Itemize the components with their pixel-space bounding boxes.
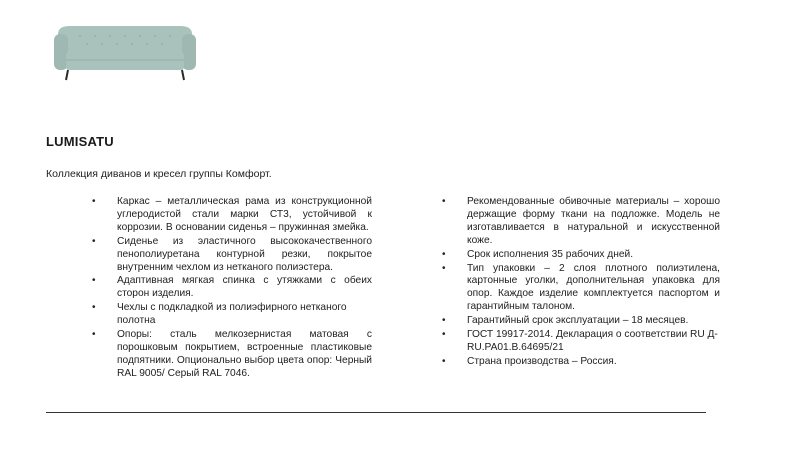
divider-line [46, 412, 706, 413]
product-title: LUMISATU [46, 134, 114, 149]
list-item: • Тип упаковки – 2 слоя плотного полиэтилена, картонные уголки, дополнительная упаковка для опор. Каждое изделие комплектуется паспортом и гарантийным талоном. [442, 263, 720, 315]
sofa-image [50, 22, 200, 82]
list-item: • ГОСТ 19917-2014. Декларация о соответствии RU Д-RU.PA01.B.64695/21 [442, 329, 720, 355]
list-item: • Рекомендованные обивочные материалы – хорошо держащие форму ткани на подложке. Модель не изготавливается в натуральной и искусственной коже. [442, 196, 720, 248]
list-item: • Сиденье из эластичного высококачественного пенополиуретана контурной резки, покрытое внутренним чехлом из нетканого полиэстера. [92, 236, 372, 275]
list-item: • Чехлы с подкладкой из полиэфирного нетканого полотна [92, 302, 372, 328]
list-item: • Срок исполнения 35 рабочих дней. [442, 249, 720, 262]
list-item: • Адаптивная мягкая спинка с утяжками с обеих сторон изделия. [92, 275, 372, 301]
spec-list-right [442, 196, 720, 370]
list-item: • Гарантийный срок эксплуатации – 18 месяцев. [442, 315, 720, 328]
list-item: • Опоры: сталь мелкозернистая матовая с порошковым покрытием, встроенные пластиковые подпятники. Опционально выбор цвета опор: Черный RAL 9005/ Серый RAL 7046. [92, 329, 372, 381]
list-item: • Каркас – металлическая рама из конструкционной углеродистой стали марки СТ3, устойчивой к коррозии. В основании сиденья – пружинная змейка. [92, 196, 372, 235]
list-item: • Страна производства – Россия. [442, 356, 720, 369]
spec-list-left [92, 196, 372, 382]
collection-subtitle: Коллекция диванов и кресел группы Комфорт. [46, 168, 272, 180]
